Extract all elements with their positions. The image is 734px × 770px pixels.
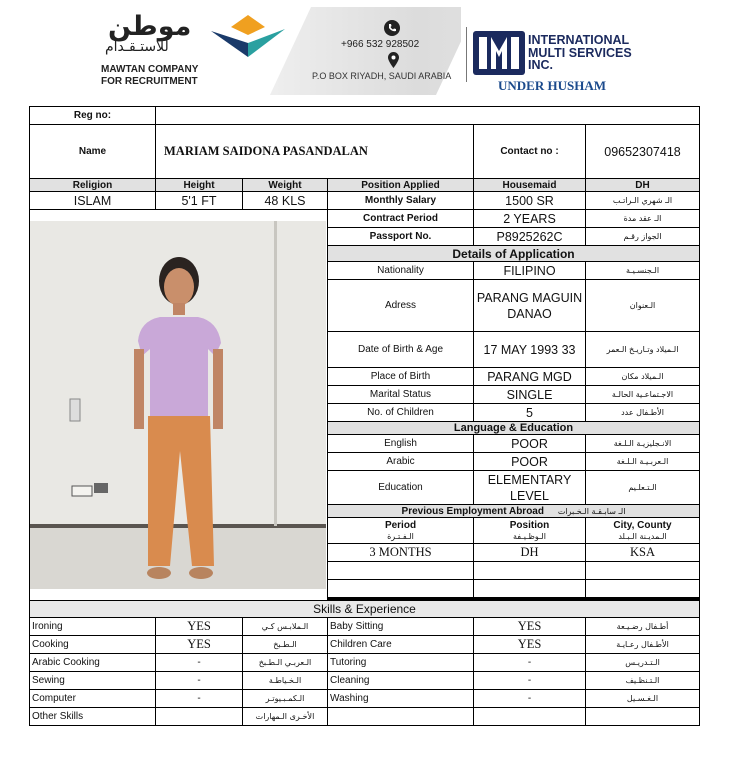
skill-cooking-arabic: الـطـبخ (243, 636, 328, 654)
height-header: Height (156, 179, 243, 192)
skill-sewing-label: Sewing (30, 672, 156, 690)
children-arabic: الأطـفال عدد (586, 404, 700, 422)
position-col-header: Position الـوظـيـفة (474, 518, 586, 544)
nationality-arabic: الـجنسـيـة (586, 262, 700, 280)
arabic-value: POOR (474, 453, 586, 471)
birthplace-arabic: الـميلاد مكان (586, 368, 700, 386)
header-banner (71, 7, 648, 95)
city-header: City, County الـمديـنة الـبـلد (586, 518, 700, 544)
skills-row (30, 654, 700, 672)
housemaid-header: Housemaid (474, 179, 586, 192)
skill-other-arabic: الأخـرى الـمهارات (243, 708, 328, 726)
employment-empty (328, 562, 474, 580)
skills-row (30, 618, 700, 636)
religion-header: Religion (30, 179, 156, 192)
nationality-value: FILIPINO (474, 262, 586, 280)
contract-value: 2 YEARS (474, 210, 586, 228)
dob-arabic: الـميلاد وتـاريـخ الـعمر (586, 332, 700, 368)
religion-value: ISLAM (30, 192, 156, 210)
address-label: Adress (328, 280, 474, 332)
dh-header: DH (586, 179, 700, 192)
contact-label: Contact no : (474, 125, 586, 179)
passport-value: P8925262C (474, 228, 586, 246)
dob-label: Date of Birth & Age (328, 332, 474, 368)
skills-title: Skills & Experience (30, 601, 700, 618)
employment-title: Previous Employment Abroad الـ سابـقـة الـخـبرات (328, 505, 700, 518)
position-header: Position Applied (328, 179, 474, 192)
salary-label: Monthly Salary (328, 192, 474, 210)
skill-washing-label: Washing (328, 690, 474, 708)
weight-header: Weight (243, 179, 328, 192)
marital-value: SINGLE (474, 386, 586, 404)
skill-other-label: Other Skills (30, 708, 156, 726)
birthplace-value: PARANG MGD (474, 368, 586, 386)
ims-company-name: INTERNATIONAL MULTI SERVICES INC. (528, 33, 632, 72)
skill-ironing-value: YES (156, 618, 243, 636)
skill-arabic-cooking-value: - (156, 654, 243, 672)
header-divider (466, 27, 467, 82)
skill-tutoring-label: Tutoring (328, 654, 474, 672)
english-value: POOR (474, 435, 586, 453)
dob-value: 17 MAY 1993 33 (474, 332, 586, 368)
skill-arabic-cooking-label: Arabic Cooking (30, 654, 156, 672)
applicant-photo-image (30, 221, 326, 589)
arabic-label: Arabic (328, 453, 474, 471)
skills-row (30, 708, 700, 726)
arabic-arabic: الـعربـيـة الـلـغة (586, 453, 700, 471)
ims-logo-icon (473, 31, 525, 75)
skill-other-value (156, 708, 243, 726)
name-label: Name (30, 125, 156, 179)
under-husham: UNDER HUSHAM (498, 78, 606, 93)
application-form-table (29, 106, 700, 726)
reg-no-value (156, 107, 700, 125)
english-arabic: الانـجليزيـة الـلـغة (586, 435, 700, 453)
children-label: No. of Children (328, 404, 474, 422)
address-value: PARANG MAGUINDANAO (474, 280, 586, 332)
location-pin-icon (388, 52, 399, 68)
employment-empty (328, 580, 474, 598)
phone-number: +966 532 928502 (341, 39, 420, 50)
skill-computer-label: Computer (30, 690, 156, 708)
employment-position: DH (474, 544, 586, 562)
skill-cleaning-label: Cleaning (328, 672, 474, 690)
skill-arabic-cooking-arabic: الـعربـي الـطـبخ (243, 654, 328, 672)
skill-cooking-label: Cooking (30, 636, 156, 654)
applicant-photo (30, 210, 328, 601)
marital-label: Marital Status (328, 386, 474, 404)
contract-label: Contract Period (328, 210, 474, 228)
english-label: English (328, 435, 474, 453)
reg-no-label: Reg no: (30, 107, 156, 125)
skill-tutoring-arabic: الـتـدريـس (586, 654, 700, 672)
skill-cleaning-value: - (474, 672, 586, 690)
skills-row (30, 636, 700, 654)
marital-arabic: الاجـتماعـية الحالـة (586, 386, 700, 404)
skill-babysitting-arabic: أطـفال رضـيـعة (586, 618, 700, 636)
contact-value: 09652307418 (586, 125, 700, 179)
skill-computer-value: - (156, 690, 243, 708)
mawtan-logo-icon (211, 13, 286, 63)
mawtan-arabic-sub: للاستـقـدام (105, 39, 169, 55)
passport-arabic: الجواز رقـم (586, 228, 700, 246)
passport-label: Passport No. (328, 228, 474, 246)
birthplace-label: Place of Birth (328, 368, 474, 386)
weight-value: 48 KLS (243, 192, 328, 210)
po-box-address: P.O BOX RIYADH, SAUDI ARABIA (312, 71, 452, 81)
education-value: ELEMENTARY LEVEL (474, 471, 586, 505)
language-title: Language & Education (328, 422, 700, 435)
address-arabic: الـعنوان (586, 280, 700, 332)
education-label: Education (328, 471, 474, 505)
mawtan-english-name: MAWTAN COMPANY FOR RECRUITMENT (101, 64, 199, 87)
period-header: Period الـفـتـرة (328, 518, 474, 544)
height-value: 5'1 FT (156, 192, 243, 210)
employment-period: 3 MONTHS (328, 544, 474, 562)
children-value: 5 (474, 404, 586, 422)
skill-ironing-arabic: الـملابـس كـي (243, 618, 328, 636)
phone-icon (384, 20, 400, 36)
skills-row (30, 690, 700, 708)
name-value: MARIAM SAIDONA PASANDALAN (156, 125, 474, 179)
skill-childcare-label: Children Care (328, 636, 474, 654)
skills-row (30, 672, 700, 690)
skill-childcare-value: YES (474, 636, 586, 654)
employment-city: KSA (586, 544, 700, 562)
skill-computer-arabic: الـكمـبـيوتـر (243, 690, 328, 708)
nationality-label: Nationality (328, 262, 474, 280)
salary-value: 1500 SR (474, 192, 586, 210)
skill-babysitting-label: Baby Sitting (328, 618, 474, 636)
skill-cleaning-arabic: الـتـنظـيف (586, 672, 700, 690)
skill-washing-arabic: الـغـسـيل (586, 690, 700, 708)
mawtan-arabic-logo-text: موطن (108, 11, 192, 42)
skill-sewing-value: - (156, 672, 243, 690)
salary-arabic: الـ شهري الـراتـب (586, 192, 700, 210)
skill-sewing-arabic: الـخـياطـة (243, 672, 328, 690)
education-arabic: الـتـعلـيم (586, 471, 700, 505)
details-title: Details of Application (328, 246, 700, 262)
skill-ironing-label: Ironing (30, 618, 156, 636)
skill-tutoring-value: - (474, 654, 586, 672)
skill-childcare-arabic: الأطـفال رعـايـة (586, 636, 700, 654)
skill-babysitting-value: YES (474, 618, 586, 636)
skill-cooking-value: YES (156, 636, 243, 654)
skill-washing-value: - (474, 690, 586, 708)
contract-arabic: الـ عقد مدة (586, 210, 700, 228)
